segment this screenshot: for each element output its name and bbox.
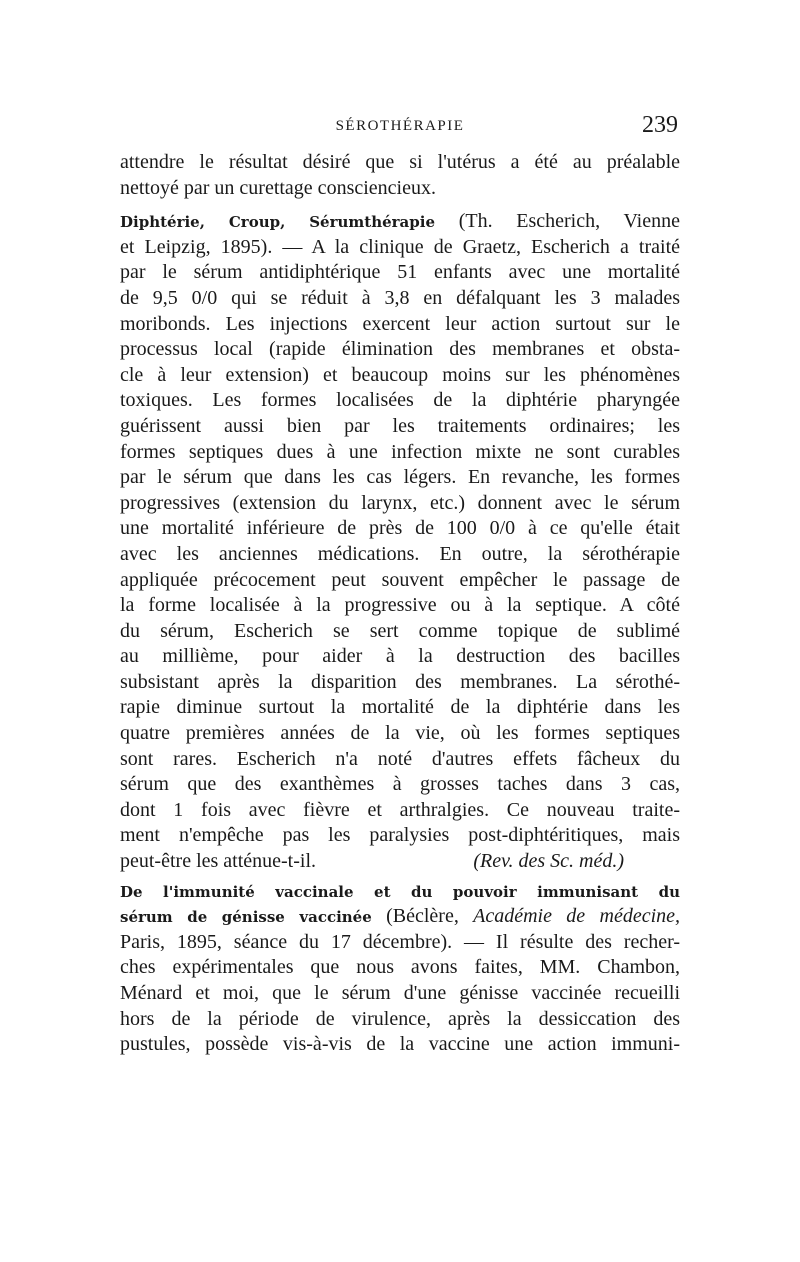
running-head [120, 112, 680, 142]
running-title: SÉROTHÉRAPIE [335, 118, 465, 134]
article-source: Académie de médecine, [473, 905, 681, 928]
text-line: pustules, possède vis-à-vis de la vaccine une action immuni- [120, 1033, 680, 1056]
text-line: de 9,5 0/0 qui se réduit à 3,8 en défalquant les 3 malades [120, 286, 680, 309]
article-heading: sérum de génisse vaccinée [120, 908, 372, 927]
article-author: (Béclère, [371, 905, 474, 928]
text-line: avec les anciennes médications. En outre, la sérothérapie [120, 542, 680, 565]
page-number: 239 [642, 112, 678, 138]
text-line: sont rares. Escherich n'a noté d'autres effets fâcheux du [120, 747, 680, 770]
text-line: hors de la période de virulence, après la dessiccation des [120, 1007, 680, 1030]
text-line [120, 209, 680, 235]
text-line: sérum que des exanthèmes à grosses taches dans 3 cas, [120, 773, 680, 796]
text-line: guérissent aussi bien par les traitements ordinaires; les [120, 414, 680, 437]
text-line: processus local (rapide élimination des membranes et obsta- [120, 338, 680, 361]
text-line: rapie diminue surtout la mortalité de la diphtérie dans les [120, 696, 680, 719]
text-fragment: peut-être les atténue-t-il. [120, 850, 317, 873]
article-immunite [120, 879, 680, 1058]
text-line [120, 849, 680, 875]
text-line: une mortalité inférieure de près de 100 0/0 à ce qu'elle était [120, 517, 680, 540]
text-line [120, 904, 680, 930]
text-line: par le sérum que dans les cas légers. En revanche, les formes [120, 466, 680, 489]
article-author: (Th. Escherich, Vienne [435, 210, 680, 233]
text-line: dont 1 fois avec fièvre et arthralgies. Ce nouveau traite- [120, 798, 680, 821]
text-line: au millième, pour aider à la destruction des bacilles [120, 645, 680, 668]
paragraph-continuation [120, 150, 680, 201]
text-line: par le sérum antidiphtérique 51 enfants avec une mortalité [120, 261, 680, 284]
article-heading: De l'immunité vaccinale et du pouvoir immunisant du [120, 882, 680, 901]
text-line: la forme localisée à la progressive ou à la septique. A côté [120, 594, 680, 617]
text-line: nettoyé par un curettage consciencieux. [120, 176, 436, 199]
citation: (Rev. des Sc. méd.) [473, 850, 624, 873]
text-line [120, 879, 680, 905]
article-diphterie [120, 209, 680, 874]
paragraph-gap [120, 201, 680, 209]
text-line: Ménard et moi, que le sérum d'une génisse vaccinée recueilli [120, 982, 680, 1004]
text-line: formes septiques dues à une infection mixte ne sont curables [120, 440, 680, 463]
text-line: du sérum, Escherich se sert comme topique de sublimé [120, 619, 680, 642]
text-line: et Leipzig, 1895). — A la clinique de Graetz, Escherich a traité [120, 235, 680, 258]
body-text [120, 150, 680, 1058]
text-line: subsistant après la disparition des membranes. La sérothé- [120, 670, 680, 693]
text-line: ment n'empêche pas les paralysies post-diphtéritiques, mais [120, 824, 680, 847]
article-heading: Diphtérie, Croup, Sérumthérapie [120, 213, 436, 232]
text-line: moribonds. Les injections exercent leur action surtout sur le [120, 312, 680, 335]
text-line: toxiques. Les formes localisées de la diphtérie pharyngée [120, 389, 680, 412]
text-line: cle à leur extension) et beaucoup moins sur les phénomènes [120, 363, 680, 386]
text-line: ches expérimentales que nous avons faites, MM. Chambon, [120, 956, 680, 979]
text-line: quatre premières années de la vie, où les formes septiques [120, 722, 680, 745]
text-line: Paris, 1895, séance du 17 décembre). — Il résulte des recher- [120, 930, 680, 953]
text-line: attendre le résultat désiré que si l'utérus a été au préalable [120, 151, 680, 173]
text-line: appliquée précocement peut souvent empêcher le passage de [120, 568, 680, 591]
text-line: progressives (extension du larynx, etc.) donnent avec le sérum [120, 491, 680, 514]
